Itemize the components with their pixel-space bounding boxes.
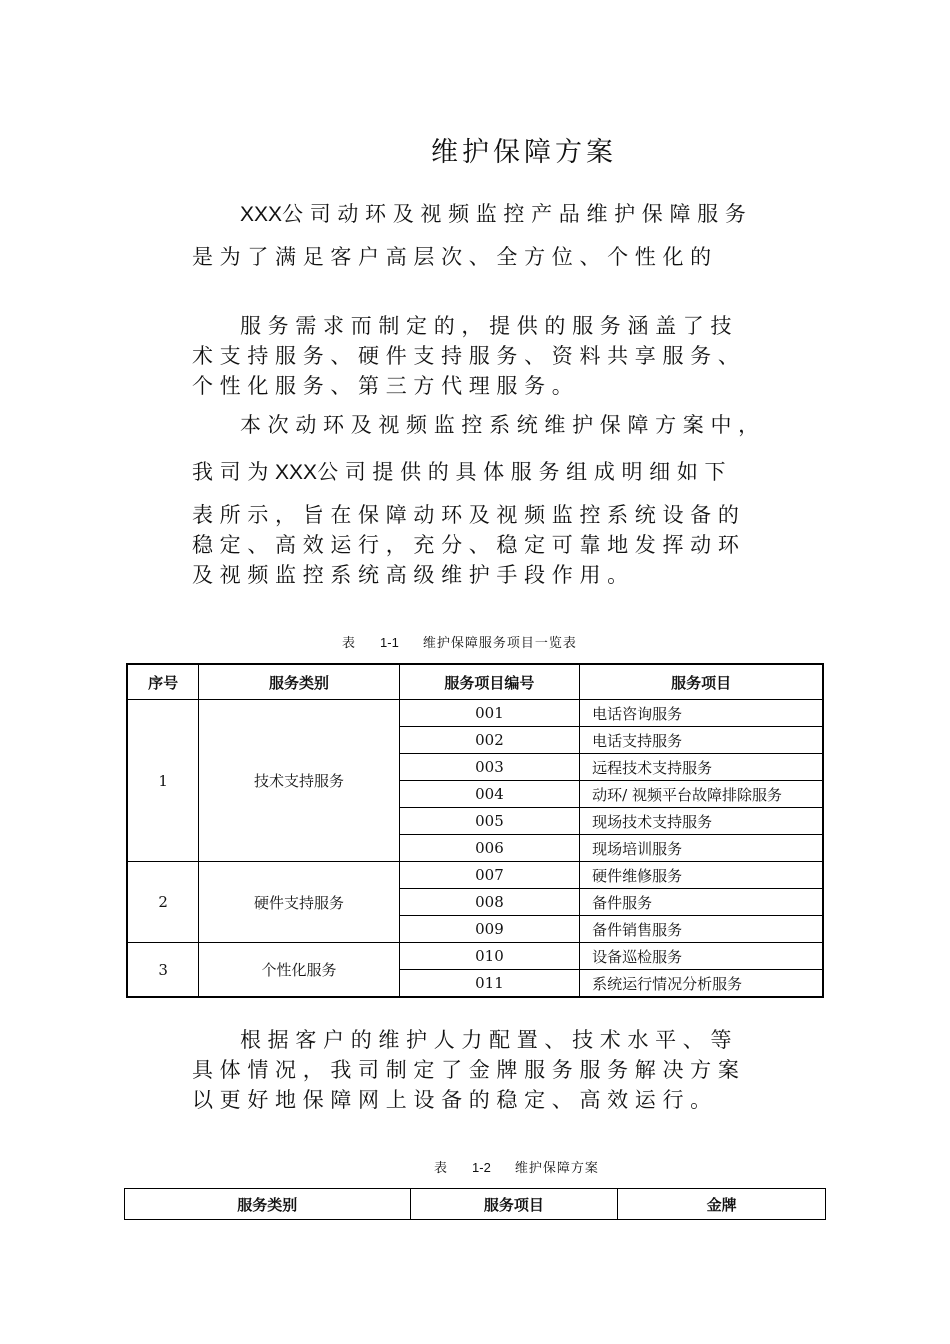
table-row (127, 943, 823, 970)
item-code: 004 (399, 781, 579, 808)
company-placeholder-2: XXX (275, 461, 318, 484)
table2-caption (434, 1157, 599, 1176)
table2-caption-text: 维护保障方案 (514, 1161, 599, 1176)
group-seq: 2 (127, 862, 199, 943)
table2-caption-num: 1-2 (472, 1160, 491, 1175)
item-name: 远程技术支持服务 (580, 754, 823, 781)
item-name: 设备巡检服务 (580, 943, 823, 970)
para1-line2: 是 为 了 满 足 客 户 高 层 次 、 全 方 位 、 个 性 化 的 (192, 245, 712, 269)
group-category: 个性化服务 (199, 943, 399, 998)
table1-caption-prefix: 表 (342, 636, 357, 651)
para2-line1: 服 务 需 求 而 制 定 的 ， 提 供 的 服 务 涵 盖 了 技 (240, 314, 732, 338)
item-name: 系统运行情况分析服务 (580, 970, 823, 998)
para3-line2 (192, 457, 850, 488)
header-item: 服务项目 (410, 1189, 618, 1220)
header-category: 服务类别 (125, 1189, 411, 1220)
group-seq: 3 (127, 943, 199, 998)
table2-caption-prefix: 表 (434, 1161, 449, 1176)
item-name: 现场技术支持服务 (580, 808, 823, 835)
para1-line1-text: 公 司 动 环 及 视 频 监 控 产 品 维 护 保 障 服 务 (282, 202, 746, 226)
page-title: 维护保障方案 (431, 137, 617, 168)
para3-line5: 及 视 频 监 控 系 统 高 级 维 护 手 段 作 用 。 (192, 563, 629, 587)
header-seq: 序号 (127, 664, 199, 700)
group-seq: 1 (127, 700, 199, 862)
para4-line1: 根 据 客 户 的 维 护 人 力 配 置 、 技 术 水 平 、 等 (240, 1028, 732, 1052)
item-code: 001 (399, 700, 579, 727)
service-items-table (126, 663, 824, 998)
item-code: 008 (399, 889, 579, 916)
item-code: 007 (399, 862, 579, 889)
table-row (127, 862, 823, 889)
group-category: 硬件支持服务 (199, 862, 399, 943)
para4-line2: 具 体 情 况 ， 我 司 制 定 了 金 牌 服 务 服 务 解 决 方 案 (192, 1058, 739, 1082)
para2-line2: 术 支 持 服 务 、 硬 件 支 持 服 务 、 资 料 共 享 服 务 、 (192, 344, 739, 368)
table-header-row (127, 664, 823, 700)
item-code: 002 (399, 727, 579, 754)
item-name: 动环/ 视频平台故障排除服务 (580, 781, 823, 808)
header-category: 服务类别 (199, 664, 399, 700)
para3-line4: 稳 定 、 高 效 运 行 ， 充 分 、 稳 定 可 靠 地 发 挥 动 环 (192, 533, 739, 557)
para3-line2-a: 我 司 为 (192, 460, 269, 484)
header-item: 服务项目 (580, 664, 823, 700)
item-code: 003 (399, 754, 579, 781)
item-code: 005 (399, 808, 579, 835)
table1-caption (342, 632, 577, 651)
item-code: 010 (399, 943, 579, 970)
header-code: 服务项目编号 (399, 664, 579, 700)
header-gold: 金牌 (618, 1189, 826, 1220)
para3-line2-c: 公 司 提 供 的 具 体 服 务 组 成 明 细 如 下 (317, 460, 726, 484)
item-name: 电话支持服务 (580, 727, 823, 754)
para4-line3: 以 更 好 地 保 障 网 上 设 备 的 稳 定 、 高 效 运 行 。 (192, 1088, 712, 1112)
maintenance-plan-table (124, 1188, 826, 1220)
item-name: 备件销售服务 (580, 916, 823, 943)
para3-line3: 表 所 示 ， 旨 在 保 障 动 环 及 视 频 监 控 系 统 设 备 的 (192, 503, 739, 527)
item-code: 006 (399, 835, 579, 862)
para1-line1 (240, 199, 850, 230)
item-name: 硬件维修服务 (580, 862, 823, 889)
item-name: 电话咨询服务 (580, 700, 823, 727)
item-code: 009 (399, 916, 579, 943)
table1-caption-text: 维护保障服务项目一览表 (422, 636, 577, 651)
company-placeholder: XXX (240, 203, 283, 226)
table1-caption-num: 1-1 (380, 635, 399, 650)
para2-line3: 个 性 化 服 务 、 第 三 方 代 理 服 务 。 (192, 374, 573, 398)
item-name: 现场培训服务 (580, 835, 823, 862)
table-row (127, 700, 823, 727)
group-category: 技术支持服务 (199, 700, 399, 862)
table-header-row (125, 1189, 826, 1220)
para3-line1: 本 次 动 环 及 视 频 监 控 系 统 维 护 保 障 方 案 中 ， (240, 413, 760, 437)
item-code: 011 (399, 970, 579, 998)
item-name: 备件服务 (580, 889, 823, 916)
